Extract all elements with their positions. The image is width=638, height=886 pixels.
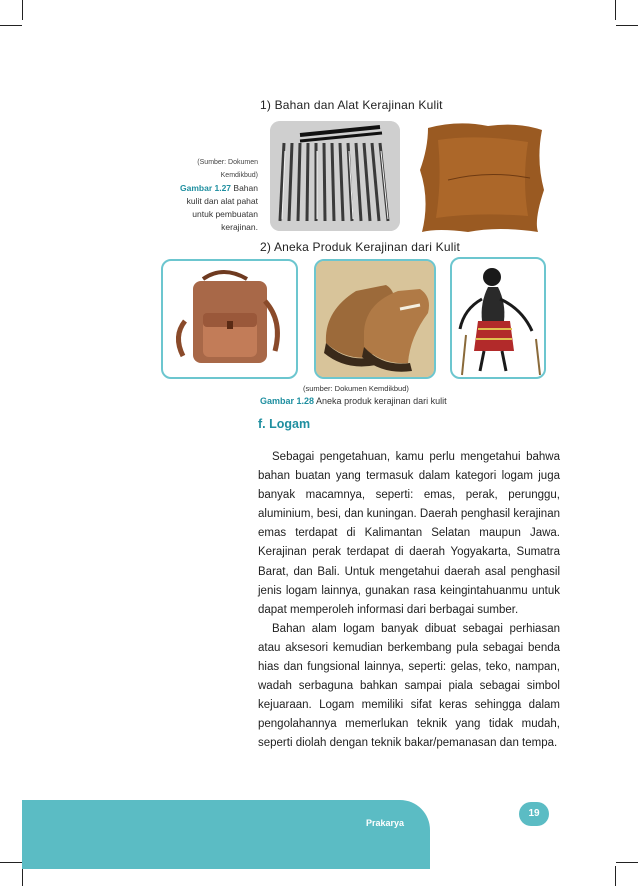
figure-128-source: (sumber: Dokumen Kemdikbud) bbox=[303, 384, 409, 393]
figure-128-text: Aneka produk kerajinan dari kulit bbox=[316, 396, 447, 406]
wayang-puppet-photo bbox=[450, 257, 546, 379]
crop-mark bbox=[22, 0, 23, 20]
heading-leather-products: 2) Aneka Produk Kerajinan dari Kulit bbox=[260, 240, 460, 254]
figure-127-caption bbox=[166, 156, 258, 234]
footer-band bbox=[22, 800, 430, 869]
crop-mark bbox=[615, 0, 616, 20]
figure-127-label: Gambar 1.27 bbox=[180, 183, 232, 193]
crop-mark bbox=[616, 862, 638, 863]
crop-mark bbox=[615, 866, 616, 886]
crop-mark bbox=[0, 862, 22, 863]
crop-mark bbox=[616, 25, 638, 26]
heading-leather-materials: 1) Bahan dan Alat Kerajinan Kulit bbox=[260, 98, 443, 112]
section-title-logam: f. Logam bbox=[258, 417, 311, 431]
figure-128-caption bbox=[260, 396, 447, 406]
figure-128-label: Gambar 1.28 bbox=[260, 396, 315, 406]
chisel-tools-photo bbox=[270, 121, 400, 231]
crop-mark bbox=[0, 25, 22, 26]
paragraph-1: Sebagai pengetahuan, kamu perlu mengetahui bahwa bahan buatan yang termasuk dalam kategori logam juga banyak macamnya, seperti: emas, perak, perunggu, aluminium, besi, dan kuningan. Daerah penghasil kerajinan emas terdapat di Kalimantan Selatan maupun Jawa. Kerajinan perak terdapat di daerah Yogyakarta, Sumatra Barat, dan Bali. Untuk mengetahui daerah asal penghasil jenis logam lainnya, gunakan rasa keingintahuanmu untuk dapat memperoleh informasi dari berbagai sumber. bbox=[258, 451, 560, 616]
footer-book-title: Prakarya bbox=[366, 818, 405, 828]
leather-bag-photo bbox=[161, 259, 298, 379]
page-number: 19 bbox=[519, 802, 549, 826]
leather-hide-photo bbox=[418, 120, 546, 235]
figure-127-text: Bahan kulit dan alat pahat untuk pembuatan kerajinan. bbox=[186, 183, 258, 232]
crop-mark bbox=[22, 866, 23, 886]
leather-shoes-photo bbox=[314, 259, 436, 379]
body-text bbox=[258, 448, 560, 754]
figure-127-source: (Sumber: Dokumen Kemdikbud) bbox=[197, 159, 258, 179]
paragraph-2: Bahan alam logam banyak dibuat sebagai perhiasan atau aksesori kemudian berkembang pula sebagai benda hias dan fungsional lainnya, seperti: gelas, teko, nampan, wadah serbaguna bahkan sampai piala sebagai simbol kejuaraan. Logam memiliki sifat keras sehingga dalam pengolahannya memerlukan teknik yang tidak mudah, seperti diolah dengan teknik bakar/pemanasan dan tempa. bbox=[258, 622, 560, 750]
